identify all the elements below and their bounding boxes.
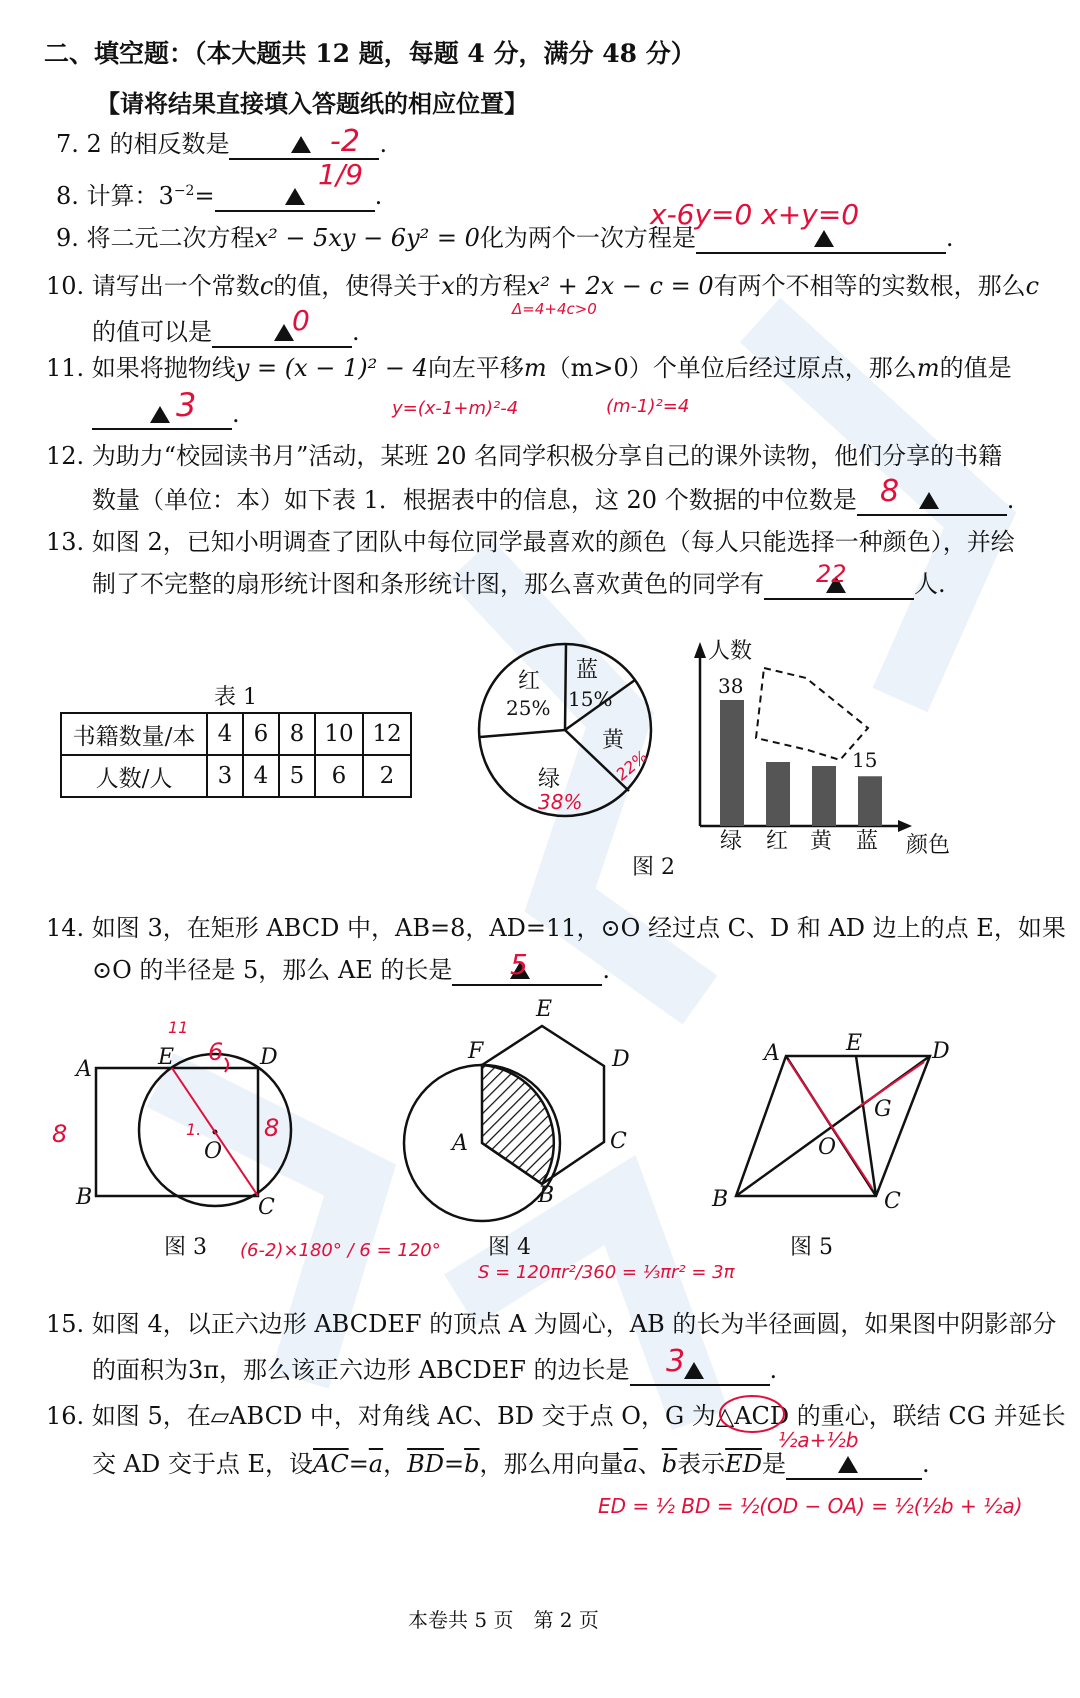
fig4-label: C — [610, 1129, 627, 1154]
fig5-label: E — [846, 1031, 863, 1056]
fig3-label: O — [204, 1139, 223, 1164]
bar-category-label: 蓝 — [856, 829, 879, 854]
figure5-caption: 图 5 — [790, 1235, 833, 1260]
q13-handwritten: 22 — [816, 560, 847, 588]
fig3-label: E — [158, 1045, 175, 1070]
fig5-label: A — [764, 1041, 780, 1066]
figure3-caption: 图 3 — [164, 1235, 207, 1260]
fig4-label: D — [612, 1047, 630, 1072]
fig5-label: C — [884, 1189, 901, 1214]
question-16: 16. 如图 5，在▱ABCD 中，对角线 AC、BD 交于点 O，G 为△ACD 的重心，联结 CG 并延长 — [46, 1402, 1066, 1430]
pie-green-handwritten: 38% — [538, 790, 583, 814]
handwritten-circle — [720, 1396, 784, 1432]
page-footer: 本卷共 5 页 第 2 页 — [408, 1608, 599, 1632]
question-12: 12. 为助力“校园读书月”活动，某班 20 名同学积极分享自己的课外读物，他们分享的书籍 — [46, 442, 1003, 470]
bar-category-label: 黄 — [810, 829, 833, 854]
table1-caption: 表 1 — [214, 685, 257, 710]
question-16-line2: 交 AD 交于点 E，设$\overline{AC}=\overline{a}$，$\overline{BD}=\overline{b}$，那么用向量$\overline{a}$、$\overline{b}$表示$\overline{ED}$是 . — [92, 1450, 930, 1478]
question-15-line2: 的面积为3π，那么该正六边形 ABCDEF 的边长是 . — [92, 1356, 778, 1384]
q7-handwritten: -2 — [330, 124, 360, 159]
pie-label-green: 绿 — [538, 767, 561, 792]
fig4-label: E — [536, 997, 553, 1022]
question-14: 14. 如图 3，在矩形 ABCD 中，AB=8，AD=11，⊙O 经过点 C、D 和 AD 边上的点 E，如果 — [46, 914, 1066, 942]
fig4-hw-formula: S = 120πr²/360 = ⅓πr² = 3π — [478, 1262, 735, 1283]
fig5-label: D — [932, 1039, 950, 1064]
fig3-hw-left: 8 — [52, 1120, 68, 1148]
figure2-caption: 图 2 — [632, 855, 675, 880]
answer-triangle-icon — [838, 1456, 858, 1473]
q11-note-a: y=(x-1+m)²-4 — [392, 398, 519, 419]
fig5-label: G — [874, 1097, 892, 1122]
section-title: 二、填空题：（本大题共 12 题，每题 4 分，满分 48 分） — [44, 39, 696, 68]
q16-handwritten: ½a+½b — [778, 1428, 859, 1452]
pie-label-red: 红 — [518, 669, 541, 694]
fig3-label: C — [258, 1195, 275, 1220]
question-15: 15. 如图 4，以正六边形 ABCDEF 的顶点 A 为圆心，AB 的长为半径画圆，如果图中阴影部分 — [46, 1310, 1057, 1338]
pie-yellow-handwritten: 22% — [612, 746, 652, 785]
q10-handwritten: 0 — [292, 304, 310, 337]
q7-text: 2 的相反数是 — [86, 130, 230, 158]
fig3-hw-top: 6 — [208, 1038, 224, 1066]
fig3-hw-formula: (6-2)×180° / 6 = 120° — [240, 1240, 441, 1261]
fig3-hw-right: 8 — [264, 1114, 280, 1142]
pie-label-blue: 蓝 — [576, 658, 599, 683]
question-8: 8. 计算：$3^{-2}=$ . — [56, 182, 383, 210]
pie-label-red-pct: 25% — [506, 696, 551, 720]
question-7: 7. 2 的相反数是 . — [56, 130, 388, 158]
question-10-line2: 的值可以是 . — [92, 318, 360, 346]
q12-handwritten: 8 — [880, 474, 900, 509]
bar-category-label: 红 — [766, 829, 789, 854]
fig4-label: A — [452, 1131, 468, 1156]
table-header-cell: 书籍数量/本 — [61, 713, 207, 755]
q10-handwritten-note: Δ=4+4c>0 — [512, 300, 597, 318]
question-11: 11. 如果将抛物线y = (x − 1)² − 4向左平移m（m>0）个单位后经过原点，那么m的值是 — [46, 354, 1012, 382]
q14-handwritten: 5 — [510, 948, 528, 981]
fig4-label: F — [468, 1039, 484, 1064]
q7-number: 7. — [56, 130, 79, 158]
bar-value-label: 38 — [718, 674, 744, 698]
question-13-line2: 制了不完整的扇形统计图和条形统计图，那么喜欢黄色的同学有 人. — [92, 570, 946, 598]
question-12-line2: 数量（单位：本）如下表 1．根据表中的信息，这 20 个数据的中位数是 . — [92, 486, 1015, 514]
q11-handwritten: 3 — [176, 386, 197, 424]
question-9: 9. 将二元二次方程x² − 5xy − 6y² = 0化为两个一次方程是 . — [56, 224, 954, 252]
q8-handwritten: 1/9 — [318, 158, 364, 191]
question-14-line2: ⊙O 的半径是 5，那么 AE 的长是 . — [92, 956, 611, 984]
question-11-line2: . — [92, 398, 240, 430]
fig4-label: B — [538, 1183, 555, 1208]
fig3-hw-eo: 11 — [168, 1018, 189, 1037]
question-13: 13. 如图 2，已知小明调查了团队中每位同学最喜欢的颜色（每人只能选择一种颜色），并绘 — [46, 528, 1015, 556]
pie-label-blue-pct: 15% — [568, 687, 613, 711]
pie-label-yellow: 黄 — [602, 728, 625, 753]
table-header-cell: 人数/人 — [61, 755, 207, 797]
fig3-label: D — [260, 1045, 278, 1070]
q16-handwritten-note: ED = ½ BD = ½(OD − OA) = ½(½b + ½a) — [598, 1494, 1023, 1518]
table-row: 书籍数量/本 4 6 8 10 12 — [61, 713, 411, 755]
bar-xlabel: 颜色 — [906, 833, 951, 858]
q11-note-b: (m-1)²=4 — [606, 396, 690, 417]
instruction: 【请将结果直接填入答题纸的相应位置】 — [96, 89, 528, 118]
bar-ylabel: 人数 — [708, 639, 753, 664]
table-row: 人数/人 3 4 5 6 2 — [61, 755, 411, 797]
figure4-caption: 图 4 — [488, 1235, 531, 1260]
fig5-label: B — [712, 1187, 729, 1212]
fig3-label: B — [76, 1185, 93, 1210]
question-10: 10. 请写出一个常数c的值，使得关于x的方程x² + 2x − c = 0有两个不相等的实数根，那么c — [46, 272, 1040, 300]
q16-answer-blank — [786, 1452, 922, 1480]
bar-value-label: 15 — [852, 748, 878, 772]
fig3-hw-inside: 1. — [186, 1120, 202, 1139]
fig3-label: A — [76, 1057, 92, 1082]
bar-category-label: 绿 — [720, 829, 743, 854]
q15-handwritten: 3 — [666, 1344, 686, 1379]
q9-handwritten: x-6y=0 x+y=0 — [650, 198, 860, 231]
fig5-label: O — [818, 1135, 837, 1160]
